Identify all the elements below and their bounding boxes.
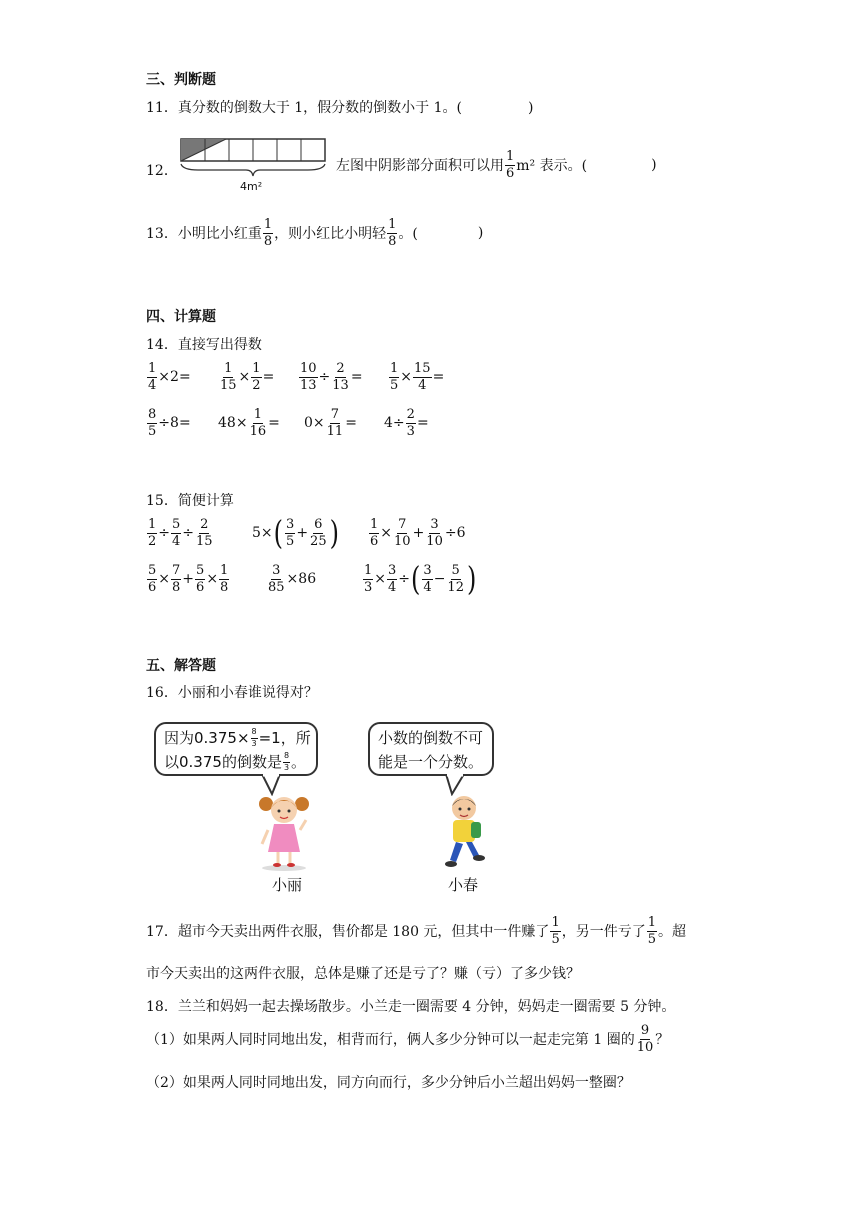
- speech-bubble-left: 因为0.375× $\frac{8}{3}$ =1，所 以0.375的倒数是 $\frac{8}{3}$ 。: [154, 722, 318, 776]
- expr-14-1: $\frac{1}{4}$ × 2 =: [148, 361, 191, 393]
- question-17-line-2: 市今天卖出的这两件衣服，总体是赚了还是亏了？赚（亏）了多少钱？: [146, 966, 580, 982]
- q16-illustration: [146, 712, 504, 896]
- question-11: 11．真分数的倒数大于 1，假分数的倒数小于 1。( ): [146, 100, 534, 116]
- girl-illustration-icon: [254, 790, 314, 872]
- expr-14-3: $\frac{10}{13}$ ÷ $\frac{2}{13}$ =: [300, 361, 363, 393]
- question-15-title: 15．简便计算: [146, 493, 234, 509]
- section-5-title: 五、解答题: [146, 658, 216, 674]
- section-3-title: 三、判断题: [146, 72, 216, 88]
- expr-15-4: $\frac{5}{6}$ × $\frac{7}{8}$ + $\frac{5}{6}$ × $\frac{1}{8}$: [148, 563, 229, 595]
- area-label: 4m²: [240, 180, 263, 193]
- expr-14-7: 0 × $\frac{7}{11}$ =: [304, 407, 357, 439]
- question-13: 13．小明比小红重 $\frac{1}{8}$ ，则小红比小明轻 $\frac{1}{8}$ 。( ): [146, 217, 484, 249]
- question-12-number: 12．: [146, 163, 178, 179]
- boy-illustration-icon: [438, 792, 490, 872]
- expr-14-5: $\frac{8}{5}$ ÷ 8 =: [148, 407, 191, 439]
- expr-14-4: $\frac{1}{5}$ × $\frac{15}{4}$ =: [390, 361, 445, 393]
- question-16-title: 16．小丽和小春谁说得对？: [146, 685, 318, 701]
- expr-15-3: $\frac{1}{6}$ × $\frac{7}{10}$ + $\frac{3}{10}$ ÷ 6: [370, 517, 466, 549]
- expr-14-8: 4 ÷ $\frac{2}{3}$ =: [384, 407, 429, 439]
- speech-bubble-right: 小数的倒数不可 能是一个分数。: [368, 722, 494, 776]
- question-12-text: 左图中阴影部分面积可以用 $\frac{1}{6}$ m² 表示。( ): [336, 149, 657, 181]
- expr-15-2: 5 × ( $\frac{3}{5}$ + $\frac{6}{25}$ ): [252, 514, 339, 553]
- name-label-right: 小春: [448, 876, 479, 894]
- question-18: 18．兰兰和妈妈一起去操场散步。小兰走一圈需要 4 分钟，妈妈走一圈需要 5 分钟。: [146, 999, 676, 1015]
- expr-15-6: $\frac{1}{3}$ × $\frac{3}{4}$ ÷ ( $\frac{3}{4}$ − $\frac{5}{12}$ ): [364, 560, 477, 599]
- question-14-title: 14．直接写出得数: [146, 337, 262, 353]
- name-label-left: 小丽: [272, 876, 303, 894]
- expr-14-6: 48 × $\frac{1}{16}$ =: [218, 407, 280, 439]
- expr-15-5: $\frac{3}{85}$ × 86: [268, 563, 317, 595]
- question-18-part-1: （1）如果两人同时同地出发，相背而行，俩人多少分钟可以一起走完第 1 圈的 $\frac{9}{10}$ ？: [146, 1023, 670, 1055]
- question-17-line-1: 17．超市今天卖出两件衣服，售价都是 180 元，但其中一件赚了 $\frac{1}{5}$ ，另一件亏了 $\frac{1}{5}$ 。超: [146, 915, 686, 947]
- expr-15-1: $\frac{1}{2}$ ÷ $\frac{5}{4}$ ÷ $\frac{2}{15}$: [148, 517, 213, 549]
- fraction: $\frac{1}{8}$: [388, 217, 397, 249]
- section-4-title: 四、计算题: [146, 309, 216, 325]
- fraction: $\frac{1}{8}$: [263, 217, 273, 249]
- question-18-part-2: （2）如果两人同时同地出发，同方向而行，多少分钟后小兰超出妈妈一整圈？: [146, 1075, 631, 1091]
- expr-14-2: $\frac{1}{15}$ × $\frac{1}{2}$ =: [220, 361, 275, 393]
- fraction: $\frac{1}{6}$: [506, 149, 515, 181]
